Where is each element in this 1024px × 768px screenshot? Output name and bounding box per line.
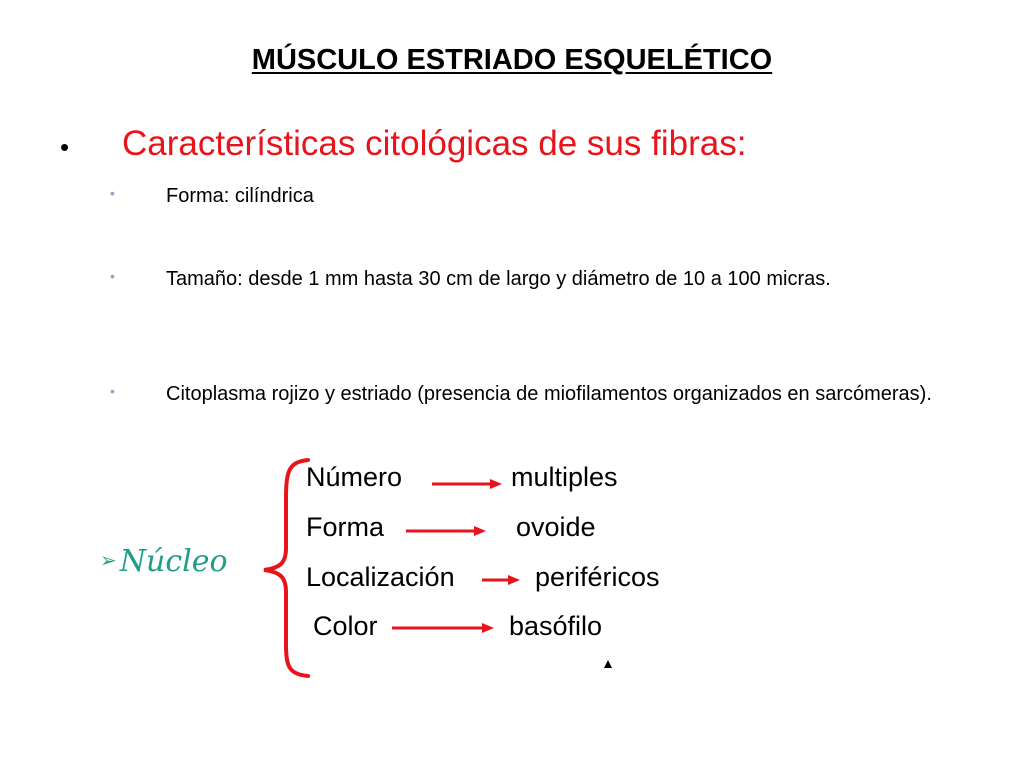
- nucleo-label: Núcleo: [119, 544, 228, 579]
- sub-bullet: •: [110, 185, 115, 201]
- row-value-color: basófilo: [509, 611, 603, 641]
- sub-bullet: •: [110, 383, 115, 399]
- main-bullet: •: [60, 132, 70, 162]
- arrow-localizacion: [482, 575, 520, 585]
- row-value-numero: multiples: [511, 462, 618, 492]
- arrow-forma: [406, 526, 486, 536]
- row-value-localizacion: periféricos: [535, 562, 660, 592]
- sub-bullet: •: [110, 268, 115, 284]
- arrow-numero: [432, 479, 502, 489]
- caret-marker: [604, 660, 612, 668]
- main-heading: Características citológicas de sus fibras:: [122, 124, 747, 163]
- arrow-color: [392, 623, 494, 633]
- row-label-color: Color: [313, 611, 378, 641]
- item-forma: Forma: cilíndrica: [166, 185, 314, 207]
- item-tamano: Tamaño: desde 1 mm hasta 30 cm de largo y diámetro de 10 a 100 micras.: [166, 268, 831, 290]
- row-value-forma: ovoide: [516, 512, 596, 542]
- nucleo-arrow-icon: ➢: [100, 548, 117, 572]
- curly-brace: [264, 460, 308, 676]
- row-label-localizacion: Localización: [306, 562, 455, 592]
- slide-title: MÚSCULO ESTRIADO ESQUELÉTICO: [251, 44, 773, 76]
- row-label-numero: Número: [306, 462, 403, 492]
- item-citoplasma: Citoplasma rojizo y estriado (presencia de miofilamentos organizados en sarcómeras).: [166, 383, 932, 405]
- row-label-forma: Forma: [306, 512, 385, 542]
